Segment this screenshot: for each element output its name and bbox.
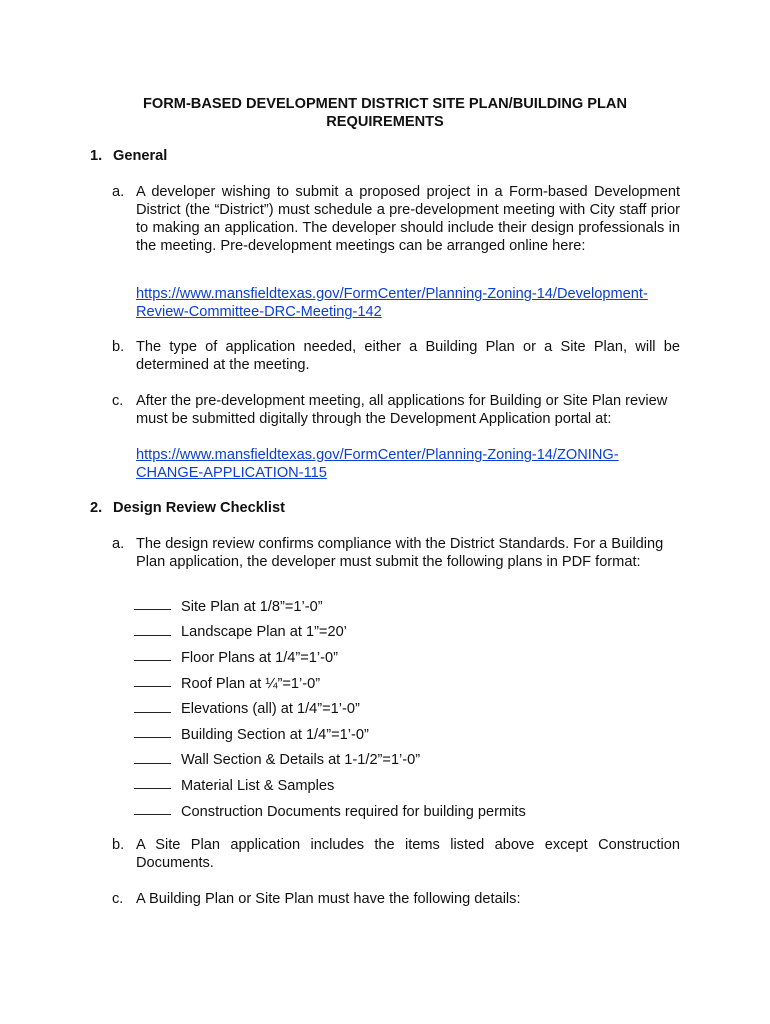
item-letter: c. [112,891,124,907]
section-1-heading [90,147,167,165]
checkbox-blank-line[interactable] [134,686,171,687]
checklist-item [134,671,526,697]
checkbox-blank-line[interactable] [134,788,171,789]
checkbox-blank-line[interactable] [134,660,171,661]
section-1-item-c [112,392,680,428]
plans-checklist [134,594,526,824]
checklist-label: Landscape Plan at 1”=20’ [181,624,347,641]
section-number: 2. [90,500,103,516]
checklist-item [134,696,526,722]
section-2-item-c [112,890,680,908]
item-letter: b. [112,339,125,355]
item-letter: a. [112,536,125,552]
checkbox-blank-line[interactable] [134,763,171,764]
item-letter: a. [112,184,125,200]
item-text: A developer wishing to submit a proposed project in a Form-based Development District (the “District”) must schedule a pre-development meeting with City staff prior to making an application. The developer should include their design professionals in the meeting. Pre-development meetings can be arranged online here: [136,184,680,254]
checklist-item [134,748,526,774]
checklist-label: Building Section at 1/4”=1’-0” [181,726,369,743]
item-letter: b. [112,837,125,853]
zoning-application-link[interactable]: https://www.mansfieldtexas.gov/FormCenter/Planning-Zoning-14/ZONING-CHANGE-APPLICATION-115 [136,447,619,481]
checklist-label: Wall Section & Details at 1-1/2”=1’-0” [181,752,421,769]
checklist-item [134,773,526,799]
section-title: Design Review Checklist [113,500,285,516]
checkbox-blank-line[interactable] [134,814,171,815]
checklist-label: Elevations (all) at 1/4”=1’-0” [181,701,360,718]
item-text: A Site Plan application includes the items listed above except Construction Documents. [136,837,680,871]
document-title [90,95,680,131]
checkbox-blank-line[interactable] [134,737,171,738]
title-line-2: REQUIREMENTS [326,114,444,130]
checklist-item [134,645,526,671]
item-text: A Building Plan or Site Plan must have the following details: [136,891,521,907]
section-title: General [113,148,168,164]
checklist-label: Roof Plan at ¼”=1’-0” [181,675,321,692]
section-2-item-b [112,836,680,872]
checklist-label: Floor Plans at 1/4”=1’-0” [181,649,338,666]
checklist-label: Material List & Samples [181,777,335,794]
title-line-1: FORM-BASED DEVELOPMENT DISTRICT SITE PLAN/BUILDING PLAN [142,96,628,112]
checkbox-blank-line[interactable] [134,635,171,636]
section-number: 1. [90,148,103,164]
item-text: After the pre-development meeting, all applications for Building or Site Plan review must be submitted digitally through the Development Application portal at: [136,393,668,427]
checklist-item [134,620,526,646]
item-letter: c. [112,393,124,409]
checkbox-blank-line[interactable] [134,609,171,610]
checklist-item [134,799,526,825]
section-2-item-a [112,535,680,571]
section-2-heading [90,499,285,517]
checklist-item [134,722,526,748]
section-1-item-a [112,183,680,255]
drc-meeting-link[interactable]: https://www.mansfieldtexas.gov/FormCenter/Planning-Zoning-14/Development-Review-Committee-DRC-Meeting-142 [136,286,648,320]
checklist-item [134,594,526,620]
checklist-label: Construction Documents required for building permits [181,803,526,820]
section-1-item-b [112,338,680,374]
checkbox-blank-line[interactable] [134,712,171,713]
checklist-label: Site Plan at 1/8”=1’-0” [181,598,323,615]
item-text: The type of application needed, either a Building Plan or a Site Plan, will be determined at the meeting. [136,339,680,373]
item-text: The design review confirms compliance with the District Standards. For a Building Plan application, the developer must submit the following plans in PDF format: [136,536,664,570]
